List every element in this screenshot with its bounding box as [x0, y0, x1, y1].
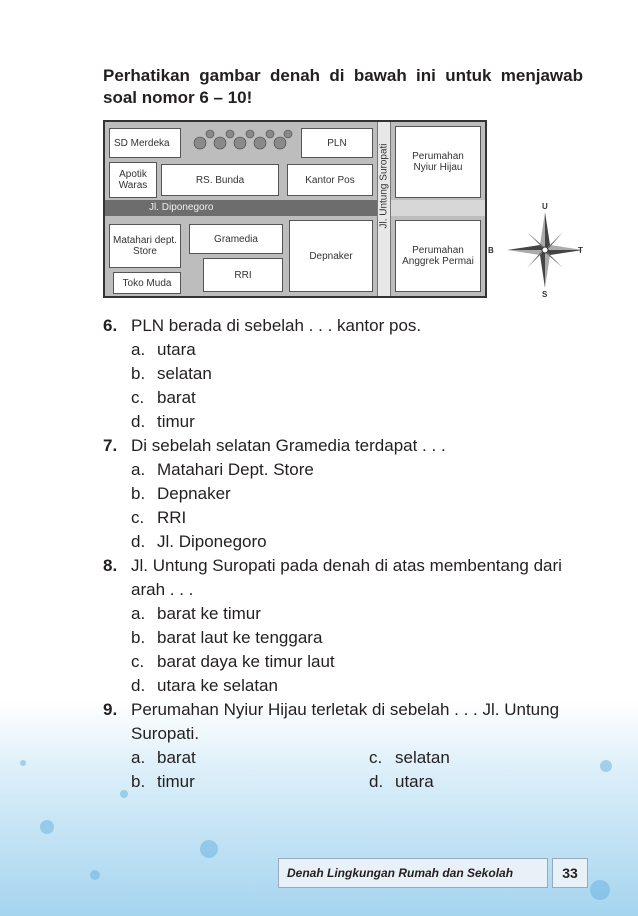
- option-letter: d.: [131, 676, 146, 695]
- building-depnaker: [289, 220, 373, 292]
- building-perumahan-nyiur-hijau: [395, 126, 481, 198]
- option-letter: c.: [131, 388, 145, 407]
- option-text: utara: [157, 340, 196, 359]
- option-text: barat: [157, 748, 196, 767]
- option-text: timur: [157, 772, 195, 791]
- compass-south: S: [542, 290, 548, 299]
- label-sd-merdeka: SD Merdeka: [114, 137, 170, 149]
- option-9b[interactable]: [103, 770, 341, 794]
- page-number: 33: [552, 858, 588, 888]
- question-text: PLN berada di sebelah . . . kantor pos.: [131, 316, 422, 335]
- label-rri: RRI: [234, 269, 252, 281]
- option-9d[interactable]: [341, 770, 579, 794]
- label-perumahan-nyiur-1: Perumahan: [412, 151, 464, 162]
- option-text: timur: [157, 412, 195, 431]
- option-letter: b.: [131, 484, 146, 503]
- label-perumahan-anggrek-2: Anggrek Permai: [402, 256, 474, 267]
- option-8a[interactable]: [103, 602, 589, 626]
- question-8: [103, 554, 589, 602]
- option-letter: c.: [131, 508, 145, 527]
- option-letter: d.: [131, 532, 146, 551]
- option-8b[interactable]: [103, 626, 589, 650]
- question-number: 8.: [103, 556, 118, 575]
- decor-dot: [200, 840, 218, 858]
- option-6b[interactable]: [103, 362, 589, 386]
- building-matahari-store: [109, 224, 181, 268]
- question-text-line-1: Jl. Untung Suropati pada denah di atas membentang dari: [131, 556, 562, 575]
- option-7c[interactable]: [103, 506, 589, 530]
- option-letter: d.: [131, 412, 146, 431]
- option-text: barat laut ke tenggara: [157, 628, 323, 647]
- compass-east: T: [578, 246, 583, 255]
- option-letter: b.: [131, 628, 146, 647]
- compass-rose: [488, 200, 590, 300]
- road-label-diponegoro: Jl. Diponegoro: [149, 202, 214, 213]
- label-apotik-1: Apotik: [119, 169, 147, 180]
- label-matahari-1: Matahari dept.: [113, 235, 177, 246]
- option-letter: a.: [131, 748, 146, 767]
- option-row: [103, 746, 589, 770]
- option-6a[interactable]: [103, 338, 589, 362]
- instruction-text: [103, 65, 583, 109]
- option-7b[interactable]: [103, 482, 589, 506]
- label-apotik-2: Waras: [118, 180, 148, 191]
- option-8d[interactable]: [103, 674, 589, 698]
- decor-dot: [600, 760, 612, 772]
- instruction-line-1: Perhatikan gambar denah di bawah ini untuk menjawab: [103, 66, 583, 85]
- question-7: [103, 434, 589, 458]
- question-text-line-1: Perumahan Nyiur Hijau terletak di sebelah . . . Jl. Untung: [131, 700, 560, 719]
- option-letter: d.: [369, 772, 384, 791]
- option-8c[interactable]: [103, 650, 589, 674]
- option-text: barat ke timur: [157, 604, 261, 623]
- road-label-untung-suropati: Jl. Untung Suropati: [378, 143, 390, 229]
- option-text: selatan: [395, 748, 450, 767]
- question-text: Di sebelah selatan Gramedia terdapat . . .: [131, 436, 446, 455]
- option-text: Jl. Diponegoro: [157, 532, 267, 551]
- question-number: 9.: [103, 700, 118, 719]
- building-rs-bunda: [161, 164, 279, 196]
- option-text: RRI: [157, 508, 187, 527]
- building-sd-merdeka: [109, 128, 181, 158]
- question-9: [103, 698, 589, 746]
- question-text-line-2: Suropati.: [131, 724, 200, 743]
- option-9c[interactable]: [341, 746, 579, 770]
- option-letter: c.: [369, 748, 383, 767]
- compass-west: B: [488, 246, 494, 255]
- option-letter: b.: [131, 772, 146, 791]
- trees-icon: [190, 127, 295, 153]
- building-pln: [301, 128, 373, 158]
- label-perumahan-nyiur-2: Nyiur Hijau: [413, 162, 463, 173]
- option-letter: a.: [131, 460, 146, 479]
- building-kantor-pos: [287, 164, 373, 196]
- building-apotik-waras: [109, 162, 157, 198]
- question-text-line-2: arah . . .: [131, 580, 194, 599]
- option-row: [103, 770, 589, 794]
- option-text: Matahari Dept. Store: [157, 460, 314, 479]
- question-6: [103, 314, 589, 338]
- building-toko-muda: [113, 272, 181, 294]
- page-footer: [0, 858, 638, 894]
- option-9a[interactable]: [103, 746, 341, 770]
- decor-dot: [40, 820, 54, 834]
- label-kantor-pos: Kantor Pos: [305, 174, 355, 186]
- decor-dot: [20, 760, 26, 766]
- label-matahari-2: Store: [133, 246, 157, 257]
- building-perumahan-anggrek-permai: [395, 220, 481, 292]
- option-6d[interactable]: [103, 410, 589, 434]
- label-depnaker: Depnaker: [309, 250, 353, 262]
- instruction-line-2: soal nomor 6 – 10!: [103, 88, 253, 107]
- option-letter: b.: [131, 364, 146, 383]
- compass-icon: [500, 200, 590, 300]
- label-rs-bunda: RS. Bunda: [195, 174, 245, 186]
- option-letter: a.: [131, 340, 146, 359]
- question-number: 7.: [103, 436, 118, 455]
- option-text: barat: [157, 388, 196, 407]
- road-strip: [391, 200, 485, 216]
- label-perumahan-anggrek-1: Perumahan: [412, 245, 464, 256]
- option-7d[interactable]: [103, 530, 589, 554]
- question-number: 6.: [103, 316, 118, 335]
- option-text: Depnaker: [157, 484, 231, 503]
- road-jl-untung-suropati: [377, 122, 391, 296]
- label-pln: PLN: [327, 137, 347, 149]
- option-text: utara ke selatan: [157, 676, 278, 695]
- option-letter: a.: [131, 604, 146, 623]
- option-text: selatan: [157, 364, 212, 383]
- building-gramedia: [189, 224, 283, 254]
- neighborhood-map: [103, 120, 487, 298]
- option-6c[interactable]: [103, 386, 589, 410]
- option-letter: c.: [131, 652, 145, 671]
- question-list: [103, 314, 589, 794]
- compass-north: U: [542, 202, 548, 211]
- label-gramedia: Gramedia: [214, 233, 258, 245]
- chapter-title: Denah Lingkungan Rumah dan Sekolah: [278, 858, 548, 888]
- road-jl-diponegoro: [105, 200, 377, 216]
- label-toko-muda: Toko Muda: [122, 277, 172, 289]
- building-rri: [203, 258, 283, 292]
- option-text: barat daya ke timur laut: [157, 652, 335, 671]
- option-7a[interactable]: [103, 458, 589, 482]
- option-text: utara: [395, 772, 434, 791]
